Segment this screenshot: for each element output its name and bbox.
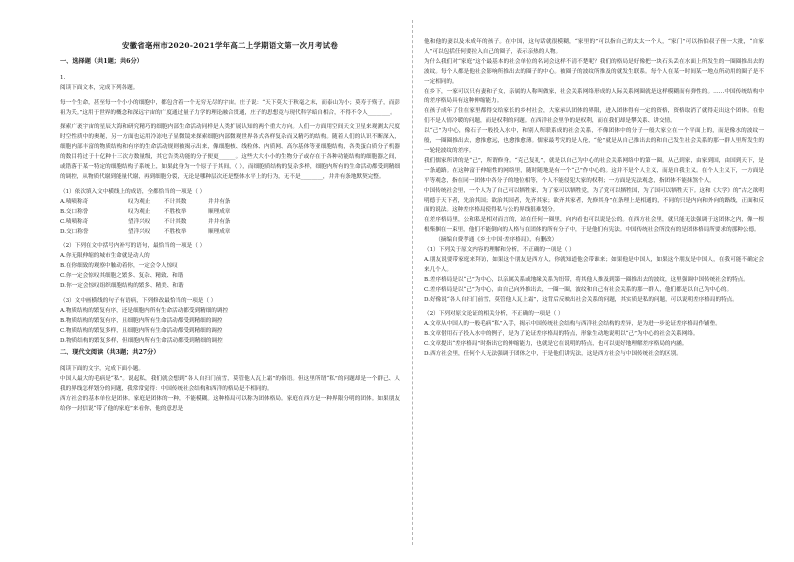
q1-option-d-3: 不胜枚举 — [164, 228, 187, 235]
right-paragraph-4: 在孩子成年了住在家里都得交给家长的乡村社会，大家承认团体的界限，进入团体得有一定的资格，资格取消了就得走出这个团体。在他们不是人情冷暖的问题，而是权利的问题。在西洋社会里争的是权利，而在我们却是攀关系、讲交情。 — [424, 108, 764, 125]
reading-q1-option-b: B.差序格局是以“己”为中心，以亲属关系或地缘关系为纽带，将其他人推及到第一圈推出去的波纹，这里强调中国传统社会的特点。 — [424, 276, 749, 283]
document-title: 安徽省亳州市2020-2021学年高二上学期语文第一次月考试卷 — [121, 41, 339, 50]
reading-instruction: 阅读下面文本，完成下列各题。 — [60, 84, 139, 91]
reading-q1-option-a: A.朋友说要带家庭来拜访，如果这个朋友是西方人，你就知道他会带谁来；如果他是中国人，如果这个朋友是中国人，在我可能不确定会来几个人。 — [424, 256, 764, 273]
right-paragraph-6: 我们儒家所讲的是“己”，所谓修身，“克己复礼”，就是以自己为中心的社会关系网络中的第一圈。从己到家，由家到国，由国到天下，是一条通路。在这种富于伸缩性的网络里，随时随地是有一个“己”作中心的。这并不是个人主义，而是自我主义。在个人主义下，一方面是平等观念，指在同一团体中各分子的地位相等，个人不能侵犯大家的权利；一方面是宪法观念，指团体不能抹煞个人。 — [424, 157, 764, 184]
question-1-stem: （1）依次填入文中横线上的成语，全都恰当的一项是（ ） — [60, 188, 206, 195]
right-paragraph-2: 为什么我们对“家庭”这个最基本的社会单位的名词会这样不清不楚呢？我们的格局是好像把一块石头丢在水面上所发生的一圈圈推出去的波纹。每个人都是他社会影响所推出去的圈子的中心。被圈子的波纹所推及的就发生联系。每个人在某一时间某一地点所动用的圈子是不一定相同的。 — [424, 58, 764, 85]
q1-option-a-4: 井井有条 — [208, 198, 231, 205]
reading-paragraph-2: 西方社会的基本单位是团体。家庭是团体的一种，不能模糊。这种格局可以称为团体格局。家庭在西方是一种界限分明的团体。如果朋友给你一封信说“带了他的家庭”来看你，他的意思是 — [60, 396, 400, 412]
q1-option-c-3: 不计其数 — [164, 218, 187, 225]
column-divider — [412, 20, 413, 545]
q1-option-a-3: 不计其数 — [164, 198, 187, 205]
reading-question-2-stem: （2）下列对原文论证的相关分析，不正确的一项是（ ） — [424, 311, 564, 318]
q1-option-a-2: 叹为观止 — [128, 198, 151, 205]
q2-option-c: C.你一定会惊叹其细胞之繁多、复杂、精致、和谐 — [60, 273, 184, 280]
q1-option-d-1: D.交口称誉 — [60, 228, 89, 235]
q1-option-c-1: C.啧啧称奇 — [60, 218, 89, 225]
section-heading-reading: 二、现代文阅读（共3题；共27分） — [60, 349, 160, 357]
right-paragraph-1: 他和他的妻以及未成年的孩子。在中国，这句话就很模糊，“家里的”可以指自己的太太一个人，“家门”可以指伯叔子侄一大批，“自家人”可以包括任何要拉入自己的圈子，表示亲热的人物。 — [424, 39, 764, 55]
right-paragraph-3: 在乡下，一家可以只有妻和子女，亲属的人称叫做家，社会关系网络形成的人际关系网圈就是这样模糊而有弹性的。……中国传统结构中的差序格局具有这种伸缩能力。 — [424, 88, 764, 105]
reading-q2-option-d: D.西方社会里，任何个人无法强调于团体之中，于是他们讲宪法，这是西方社会与中国传统社会的区别。 — [424, 351, 682, 358]
question-3-stem: （3）文中画横线的句子有语病，下列修改最恰当的一项是（ ） — [60, 297, 217, 304]
reading-q2-option-b: B.文章借用石子投入水中的例子，是为了论证差序格局的特点，形象生动地说明以“己”为中心的社会关系网络。 — [424, 331, 699, 338]
q1-option-b-3: 不胜枚举 — [164, 208, 187, 215]
q2-option-a: A.你无限伸缩的城市生命就是动人的 — [60, 253, 150, 260]
passage-paragraph-2: 探索广袤宇宙的星辰大海和研究精巧的细胞内部生命活动同样是人类扩展认知的两个重大方向。人们一方面用空间天文卫星来观测太尺度时空性质中的奥秘，另一方面也运用冷冻电子显微镜来探索细胞内部微观世界各式各样复杂而又精巧的结构。随着人们的认识不断深入，细胞内部丰富的物质结构和有序的生命活动规则被揭示出来，像细胞核、线粒体、内质网、高尔基体等亚细胞结构，各类蛋白质分子机器的数目将过于十亿种十三次方数量级，其它告类功能的分子便更______。这些大大小小的生物分子或存在于各种功能结构的细胞器之间，或错落于某一特定的细胞结构子系统上，如果此身为一个原子于其间，（ ），而细胞质结构的复杂多样，细胞内所有的生命活动都受到精细的调控，从物质代谢到能量代谢，再到细胞分裂，无论是哪种层次还是整体水平上的行为，无不是________，井井有条地默契完整。 — [60, 124, 400, 180]
q1-option-c-2: 望洋兴叹 — [128, 218, 151, 225]
reading-paragraph-1: 中国人最大的毛病是“私”。说起私，我们就会想到“各人自扫门前雪，莫管他人瓦上霜”的俗语。但这里所谓“私”的问题却是一个群己、人我的界线怎样划分的问题，我常常觉得：中国传统社会结构和西洋的格局是不相同的。 — [60, 376, 400, 393]
reading-q2-option-c: C.文章提出“差序格局”时指出它的伸缩能力，也就是它在说明的特点，也可以更好地理解差序格局的内涵。 — [424, 341, 688, 348]
reading-question-1-stem: （1）下列关于原文内容的理解和分析，不正确的一项是（ ） — [424, 247, 575, 254]
q3-option-a: A.物质结构的繁复有序，还是细胞内所有生命活动都受到精细的调控 — [60, 307, 229, 314]
left-column — [60, 0, 400, 562]
reading-q2-option-a: A.文章从中国人的一般毛病“私”入手，揭示中国传统社会结构与西洋社会结构的差异，是为进一步论证差序格局作铺垫。 — [424, 321, 721, 328]
right-paragraph-8: 在差序格局里，公和私是相对而言的，站在任何一圈里，向内看也可以说是公的。在西方社会里，就只能无法强调于这团体之内，像一根根柴捆在一束里，他们不能倒向的人格与在团体的所有分子中，于是他们有宪法。中国传统社会所没有的是团体格局所要求的那种公德。 — [424, 217, 764, 234]
q3-option-c: C.物质结构的繁复多样，且细胞内所有生命活动都受到精细的调控 — [60, 327, 223, 334]
reading-passage-instruction: 阅读下面的文字，完成下面小题。 — [60, 366, 144, 373]
q1-option-b-1: B.交口称誉 — [60, 208, 89, 215]
right-paragraph-5: 以“己”为中心，像石子一般投入水中，和别人所联系成的社会关系，不像团体中的分子一般大家立在一个平面上的，而是像水的波纹一般，一圈圈推出去，愈推愈远，也愈推愈薄。儒家最考究的是人伦，“伦”就是从自己推出去的和自己发生社会关系的那一群人里所发生的一轮轮波纹的差序。 — [424, 128, 764, 154]
right-paragraph-7: 中国传统社会里，一个人为了自己可以牺牲家，为了家可以牺牲党，为了党可以牺牲国，为了国可以牺牲天下。这和《大学》的“古之欲明明德于天下者，先治其国；欲治其国者，先齐其家；欲齐其家者，先修其身”在条理上是相通的，不同的只是内向和外向的路线，正面和反面的说法。这种差序格局使得私与公的界线很难划分。 — [424, 187, 764, 214]
q3-option-d: D.物质结构的繁复多样，但细胞内所有生命活动都受到精细的调控 — [60, 337, 223, 344]
q2-option-b: B.在你细致的观察中触动着你，一定会令人惊叹 — [60, 263, 178, 270]
q1-option-b-4: 顺理成章 — [208, 208, 231, 215]
right-column — [424, 0, 764, 562]
source-note: （摘编自费孝通《乡土中国·差序格局》，有删改） — [435, 237, 558, 244]
q1-option-d-4: 顺理成章 — [208, 228, 231, 235]
reading-q1-option-c: C.差序格局是以“己”为中心，由自己向外推出去，一圈一圈，波纹和自己有社会关系的那一群人，他们都是以自己为中心的。 — [424, 286, 733, 293]
question-number: 1. — [60, 74, 66, 81]
q1-option-b-2: 叹为观止 — [128, 208, 151, 215]
q1-option-a-1: A.啧啧称奇 — [60, 198, 89, 205]
question-2-stem: （2）下列在文中括号内补写的语句，最恰当的一项是（ ） — [60, 243, 206, 250]
question-1-options — [60, 198, 400, 238]
q1-option-c-4: 井井有条 — [208, 218, 231, 225]
q1-option-d-2: 望洋兴叹 — [128, 228, 151, 235]
q3-option-b: B.物质结构的繁复有序，且细胞内所有生命活动都受到精细的调控 — [60, 317, 223, 324]
passage-paragraph-1: 每一个生命，甚至每一个小小的细胞中，都包含着一个无穷无尽的宇宙。庄子说：“天下莫大于秋毫之末，而泰山为小；莫寿于殇子，而彭祖为夭。”这用于世界的概念和深远宇宙的广度通过量子力学的理论融合贯通，庄子的思想竟与现代科学暗自相合，不得不令人________。 — [60, 99, 400, 116]
reading-q1-option-d: D.好像说“各人自扫门前雪，莫管他人瓦上霜”，这背后反映出社会关系的问题，其实质是私的问题，可以说明差序格局的特点。 — [424, 296, 738, 303]
section-heading-choice: 一、选择题（共1题；共6分） — [60, 57, 143, 65]
q2-option-d: D.你一定会惊叹组织细胞结构的繁多、精美、和谐 — [60, 283, 184, 290]
